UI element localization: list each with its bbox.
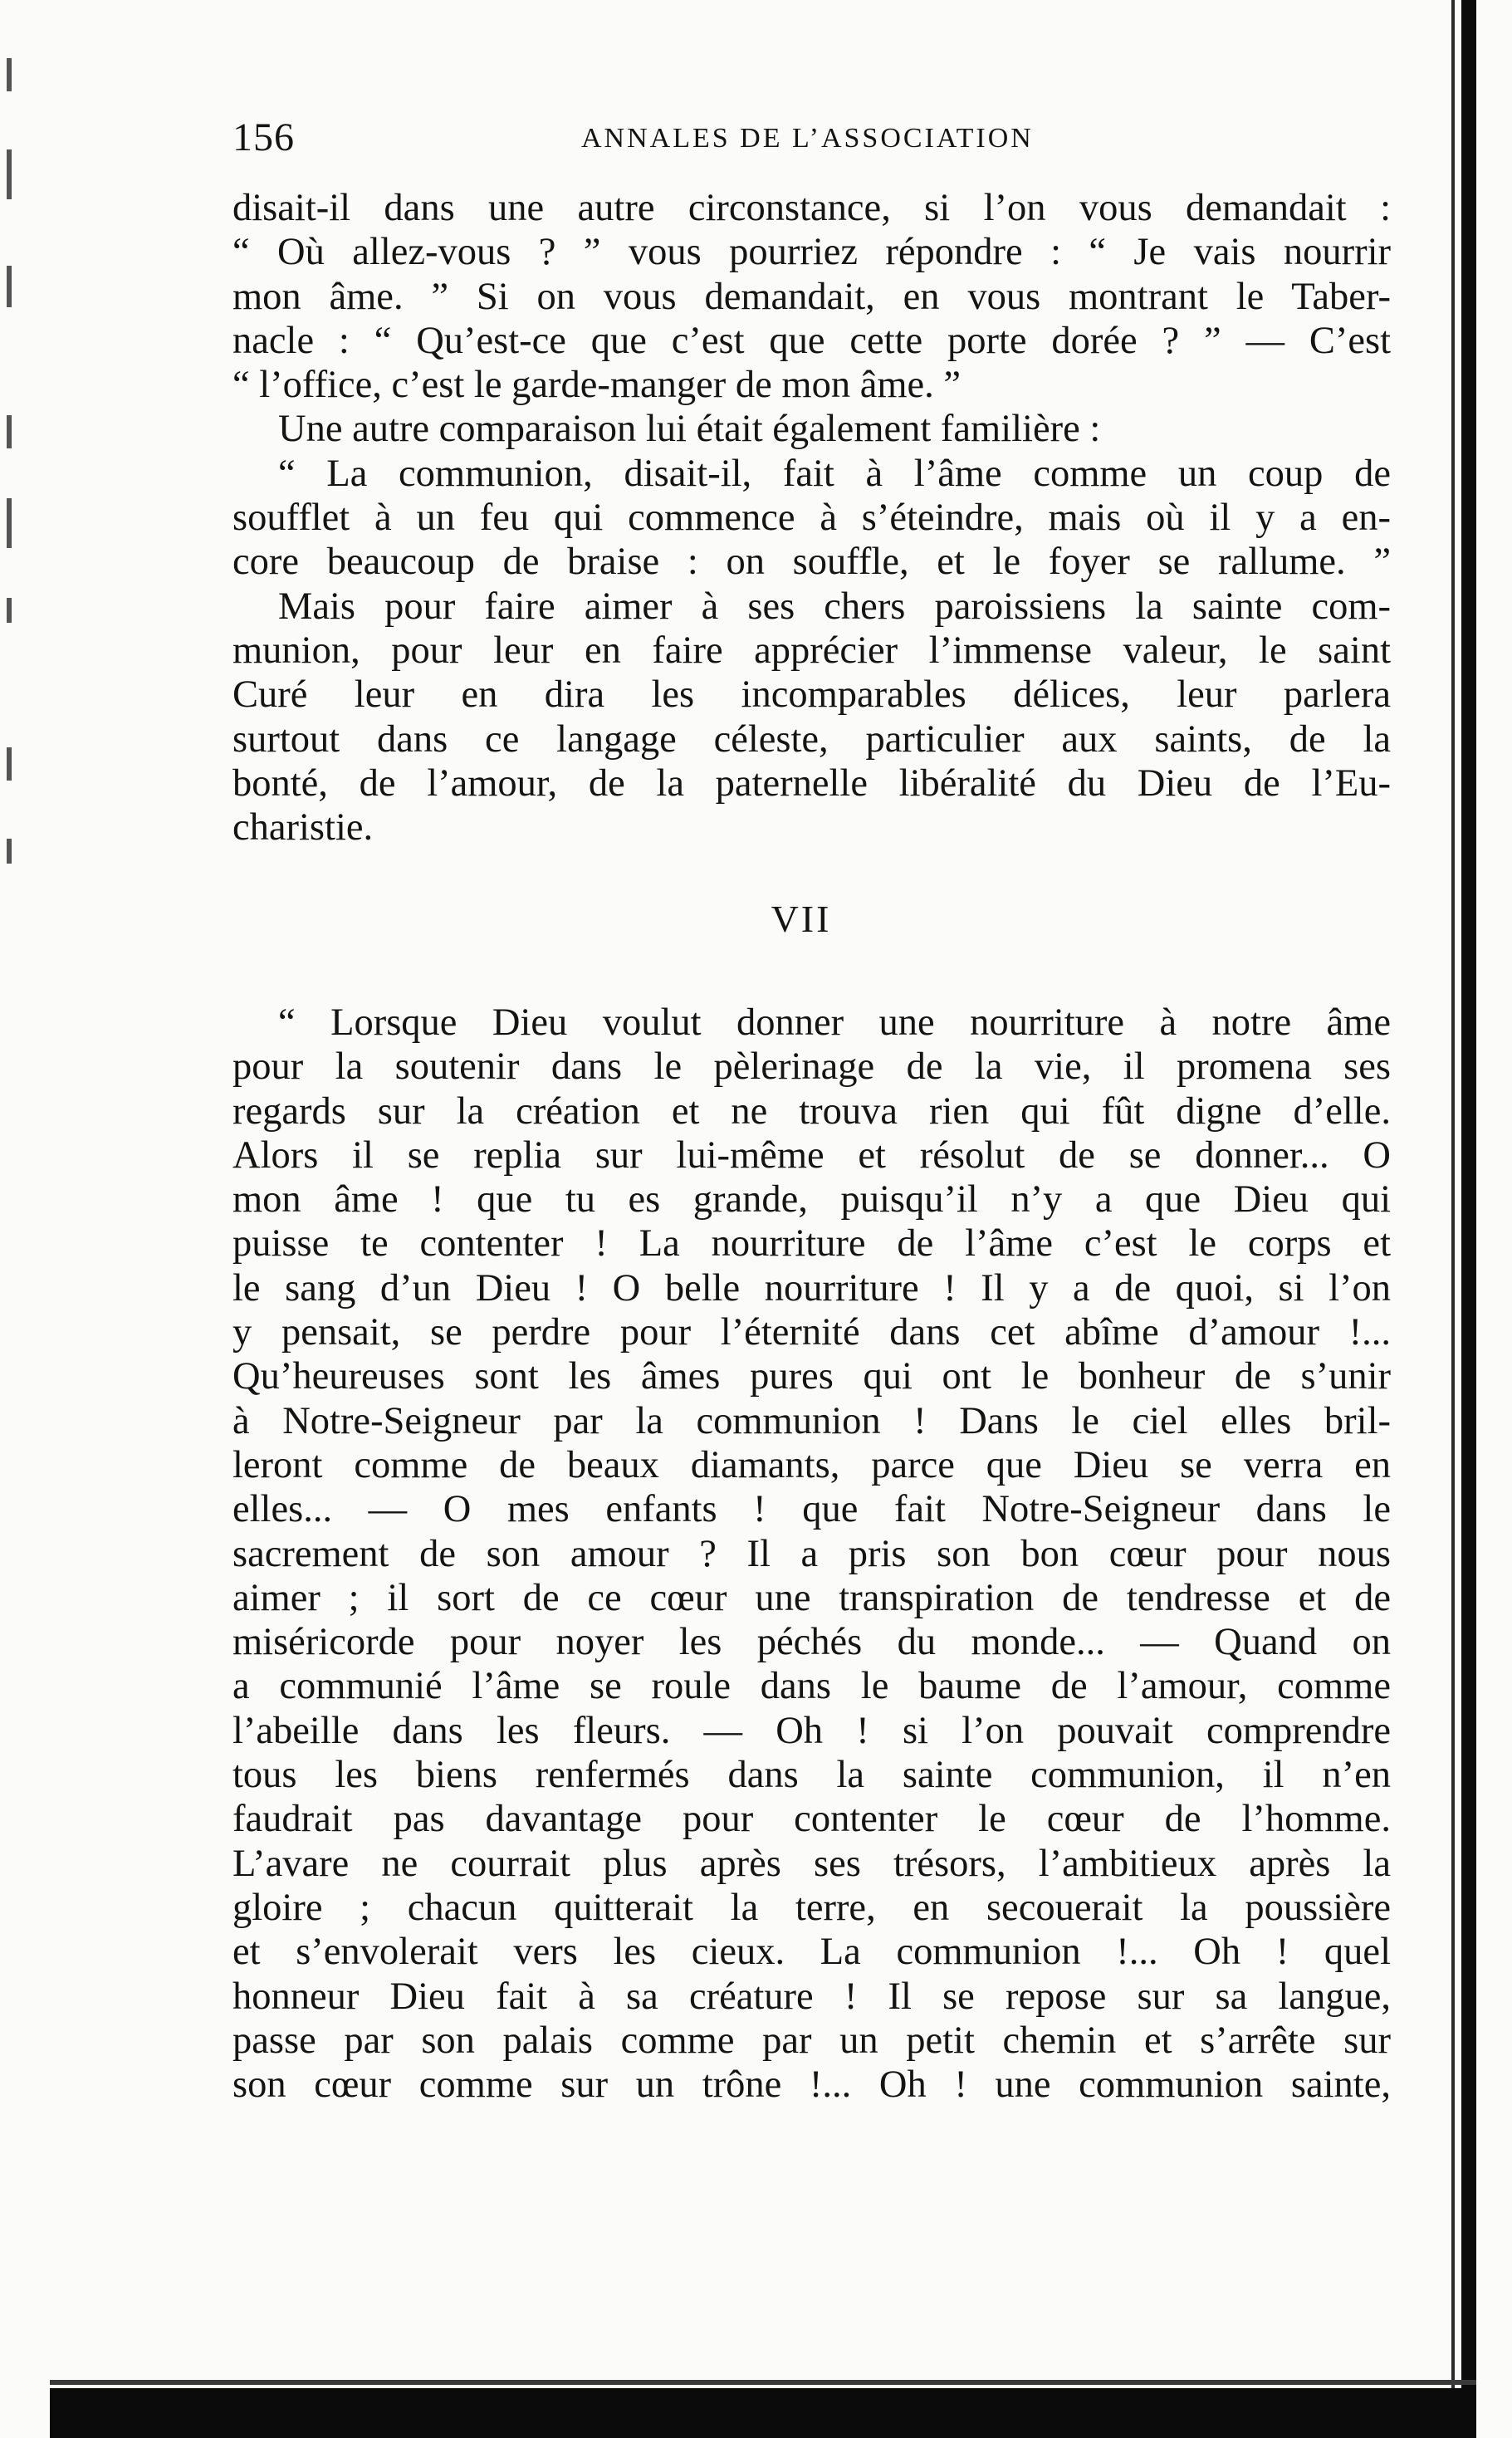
text-line: L’avare ne courrait plus après ses trésors, l’ambitieux après la [232,1842,1391,1885]
text-line: charistie. [232,806,374,849]
text-line: munion, pour leur en faire apprécier l’immense valeur, le saint [232,629,1391,672]
text-line: passe par son palais comme par un petit chemin et s’arrête sur [232,2019,1391,2062]
section-heading: VII [771,898,832,940]
text-line: faudrait pas davantage pour contenter le cœur de l’homme. [232,1798,1391,1841]
text-line: leront comme de beaux diamants, parce que Dieu se verra en [232,1443,1391,1486]
margin-speck [7,598,12,623]
margin-speck [7,266,12,307]
text-line: core beaucoup de braise : on souffle, et le foyer se rallume. ” [232,541,1391,584]
text-line: mon âme ! que tu es grande, puisqu’il n’y a que Dieu qui [232,1178,1391,1221]
margin-speck [7,498,12,548]
text-line: disait-il dans une autre circonstance, si l’on vous demandait : [232,187,1391,229]
binding-edge-line [1451,0,1455,2438]
page-number: 156 [232,115,295,159]
page-header [232,115,1391,164]
margin-speck [7,415,12,448]
text-line: Mais pour faire aimer à ses chers paroissiens la sainte com- [278,585,1391,628]
text-line: l’abeille dans les fleurs. — Oh ! si l’on pouvait comprendre [232,1709,1391,1752]
text-line: honneur Dieu fait à sa créature ! Il se repose sur sa langue, [232,1975,1391,2018]
margin-speck [7,149,12,199]
text-line: tous les biens renfermés dans la sainte communion, il n’en [232,1754,1391,1797]
text-line: bonté, de l’amour, de la paternelle libéralité du Dieu de l’Eu- [232,761,1391,805]
text-block-bottom [232,1001,1391,2107]
margin-speck [7,58,12,91]
text-line: Une autre comparaison lui était également familière : [278,408,1101,451]
text-line: à Notre-Seigneur par la communion ! Dans le ciel elles bril- [232,1399,1391,1442]
text-line: mon âme. ” Si on vous demandait, en vous montrant le Taber- [232,275,1391,318]
text-line: y pensait, se perdre pour l’éternité dans cet abîme d’amour !... [232,1311,1391,1354]
text-line: gloire ; chacun quitterait la terre, en secouerait la poussière [232,1886,1391,1929]
binding-edge-shadow [1461,0,1476,2438]
text-line: Curé leur en dira les incomparables délices, leur parlera [232,673,1391,717]
text-line: miséricorde pour noyer les péchés du monde... — Quand on [232,1621,1391,1664]
text-line: puisse te contenter ! La nourriture de l’âme c’est le corps et [232,1222,1391,1266]
text-line: Qu’heureuses sont les âmes pures qui ont le bonheur de s’unir [232,1355,1391,1398]
text-line: surtout dans ce langage céleste, particulier aux saints, de la [232,717,1391,761]
text-line: nacle : “ Qu’est-ce que c’est que cette porte dorée ? ” — C’est [232,319,1391,362]
bottom-edge-line [50,2380,1476,2385]
text-line: et s’envolerait vers les cieux. La communion !... Oh ! quel [232,1931,1391,1974]
text-line: a communié l’âme se roule dans le baume de l’amour, comme [232,1665,1391,1708]
bottom-edge-shadow [50,2388,1476,2438]
running-head: ANNALES DE L’ASSOCIATION [581,123,1034,154]
text-line: sacrement de son amour ? Il a pris son bon cœur pour nous [232,1532,1391,1575]
text-line: Alors il se replia sur lui-même et résolut de se donner... O [232,1133,1391,1177]
margin-speck [7,839,12,864]
margin-speck [7,747,12,781]
text-line: “ La communion, disait-il, fait à l’âme comme un coup de [278,452,1391,495]
text-line: “ l’office, c’est le garde-manger de mon âme. ” [232,364,962,407]
text-line: pour la soutenir dans le pèlerinage de la vie, il promena ses [232,1045,1391,1089]
text-line: le sang d’un Dieu ! O belle nourriture ! Il y a de quoi, si l’on [232,1266,1391,1310]
text-line: “ Où allez-vous ? ” vous pourriez répondre : “ Je vais nourrir [232,231,1391,274]
text-line: soufflet à un feu qui commence à s’éteindre, mais où il y a en- [232,497,1391,540]
text-line: son cœur comme sur un trône !... Oh ! une communion sainte, [232,2063,1391,2107]
text-block-top [232,186,1391,849]
text-line: aimer ; il sort de ce cœur une transpiration de tendresse et de [232,1576,1391,1619]
text-line: “ Lorsque Dieu voulut donner une nourriture à notre âme [278,1001,1391,1044]
text-line: elles... — O mes enfants ! que fait Notre-Seigneur dans le [232,1488,1391,1531]
text-line: regards sur la création et ne trouva rien qui fût digne d’elle. [232,1089,1391,1133]
